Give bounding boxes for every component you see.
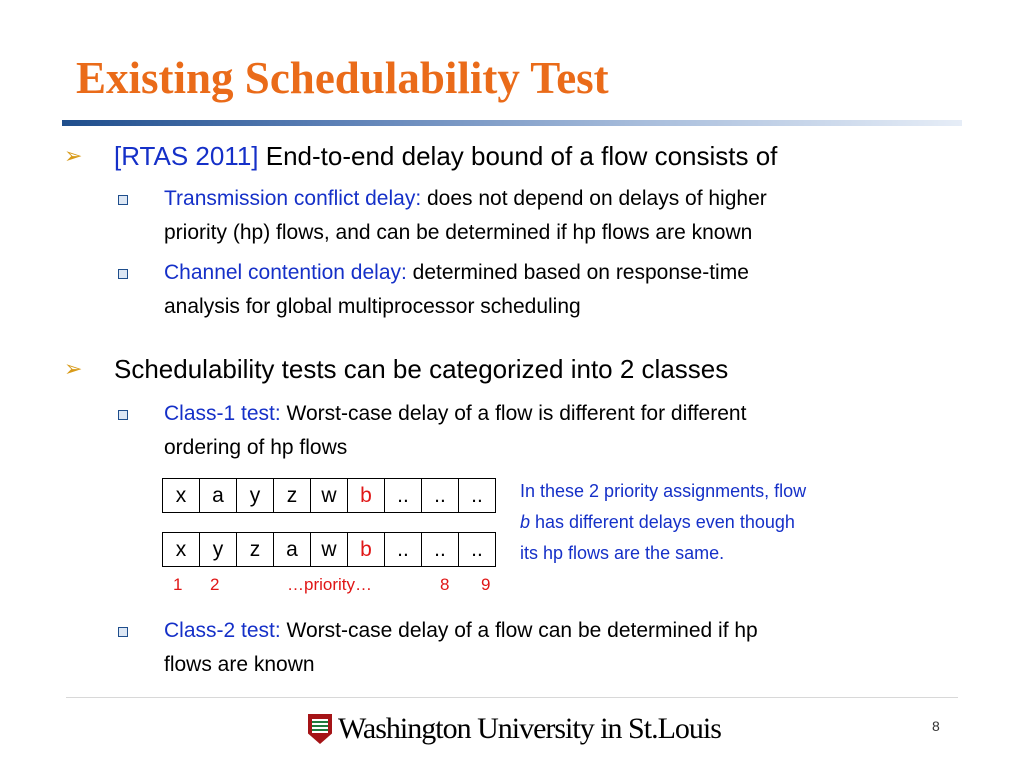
sub-text: Worst-case delay of a flow is different for different [280, 402, 747, 425]
sub-bullet-contention [164, 256, 924, 324]
slide-title: Existing Schedulability Test [76, 53, 609, 103]
sub-text: ordering of hp flows [164, 436, 348, 459]
bullet-text: Schedulability tests can be categorized into 2 classes [114, 354, 729, 384]
table-cell: w [311, 479, 348, 513]
bullet-rtas [64, 141, 778, 171]
priority-label-8: 8 [440, 575, 450, 594]
sub-bullet-transmission [164, 182, 924, 250]
priority-label-1: 1 [173, 575, 183, 594]
arrow-bullet-icon: ➢ [64, 143, 83, 168]
square-bullet-icon [118, 269, 128, 279]
table-cell: .. [459, 479, 496, 513]
term: Channel contention delay: [164, 261, 407, 284]
priority-label-middle: …priority… [287, 575, 373, 594]
note-line: its hp flows are the same. [520, 543, 725, 563]
university-logo [308, 712, 721, 746]
sub-text: Worst-case delay of a flow can be determined if hp [280, 619, 758, 642]
table-cell: x [163, 479, 200, 513]
priority-label-2: 2 [210, 575, 220, 594]
table-cell: a [274, 533, 311, 567]
note-flow-name: b [520, 512, 531, 532]
term: Transmission conflict delay: [164, 187, 422, 210]
table-cell: .. [422, 533, 459, 567]
table-cell: .. [385, 479, 422, 513]
priority-row-1 [162, 478, 496, 513]
term: Class-2 test: [164, 619, 281, 642]
table-cell: .. [422, 479, 459, 513]
note-line: has different delays even though [530, 512, 795, 532]
table-cell: w [311, 533, 348, 567]
priority-note [520, 476, 910, 569]
footer-divider [66, 697, 958, 698]
sub-text: flows are known [164, 653, 315, 676]
sub-text: analysis for global multiprocessor scheduling [164, 295, 581, 318]
table-cell: .. [459, 533, 496, 567]
citation: [RTAS 2011] [114, 141, 259, 171]
sub-bullet-class1 [164, 397, 924, 465]
sub-text: priority (hp) flows, and can be determined if hp flows are known [164, 221, 753, 244]
note-line: In these 2 priority assignments, flow [520, 481, 807, 501]
logo-wordmark: Washington University in St.Louis [338, 712, 721, 745]
table-cell-flow-b: b [348, 479, 385, 513]
page-number: 8 [932, 718, 940, 734]
square-bullet-icon [118, 195, 128, 205]
table-cell: z [237, 533, 274, 567]
table-cell: z [274, 479, 311, 513]
shield-icon [308, 714, 332, 744]
table-cell: .. [385, 533, 422, 567]
table-cell: a [200, 479, 237, 513]
table-cell: x [163, 533, 200, 567]
term: Class-1 test: [164, 402, 281, 425]
square-bullet-icon [118, 410, 128, 420]
priority-row-2 [162, 532, 496, 567]
priority-label-9: 9 [481, 575, 491, 594]
table-cell-flow-b: b [348, 533, 385, 567]
square-bullet-icon [118, 627, 128, 637]
table-cell: y [237, 479, 274, 513]
bullet-classes [64, 354, 729, 384]
sub-text: determined based on response-time [406, 261, 749, 284]
table-cell: y [200, 533, 237, 567]
arrow-bullet-icon: ➢ [64, 356, 83, 381]
sub-text: does not depend on delays of higher [421, 187, 767, 210]
title-underline [62, 120, 962, 126]
sub-bullet-class2 [164, 614, 924, 682]
bullet-text: End-to-end delay bound of a flow consists of [258, 141, 778, 171]
